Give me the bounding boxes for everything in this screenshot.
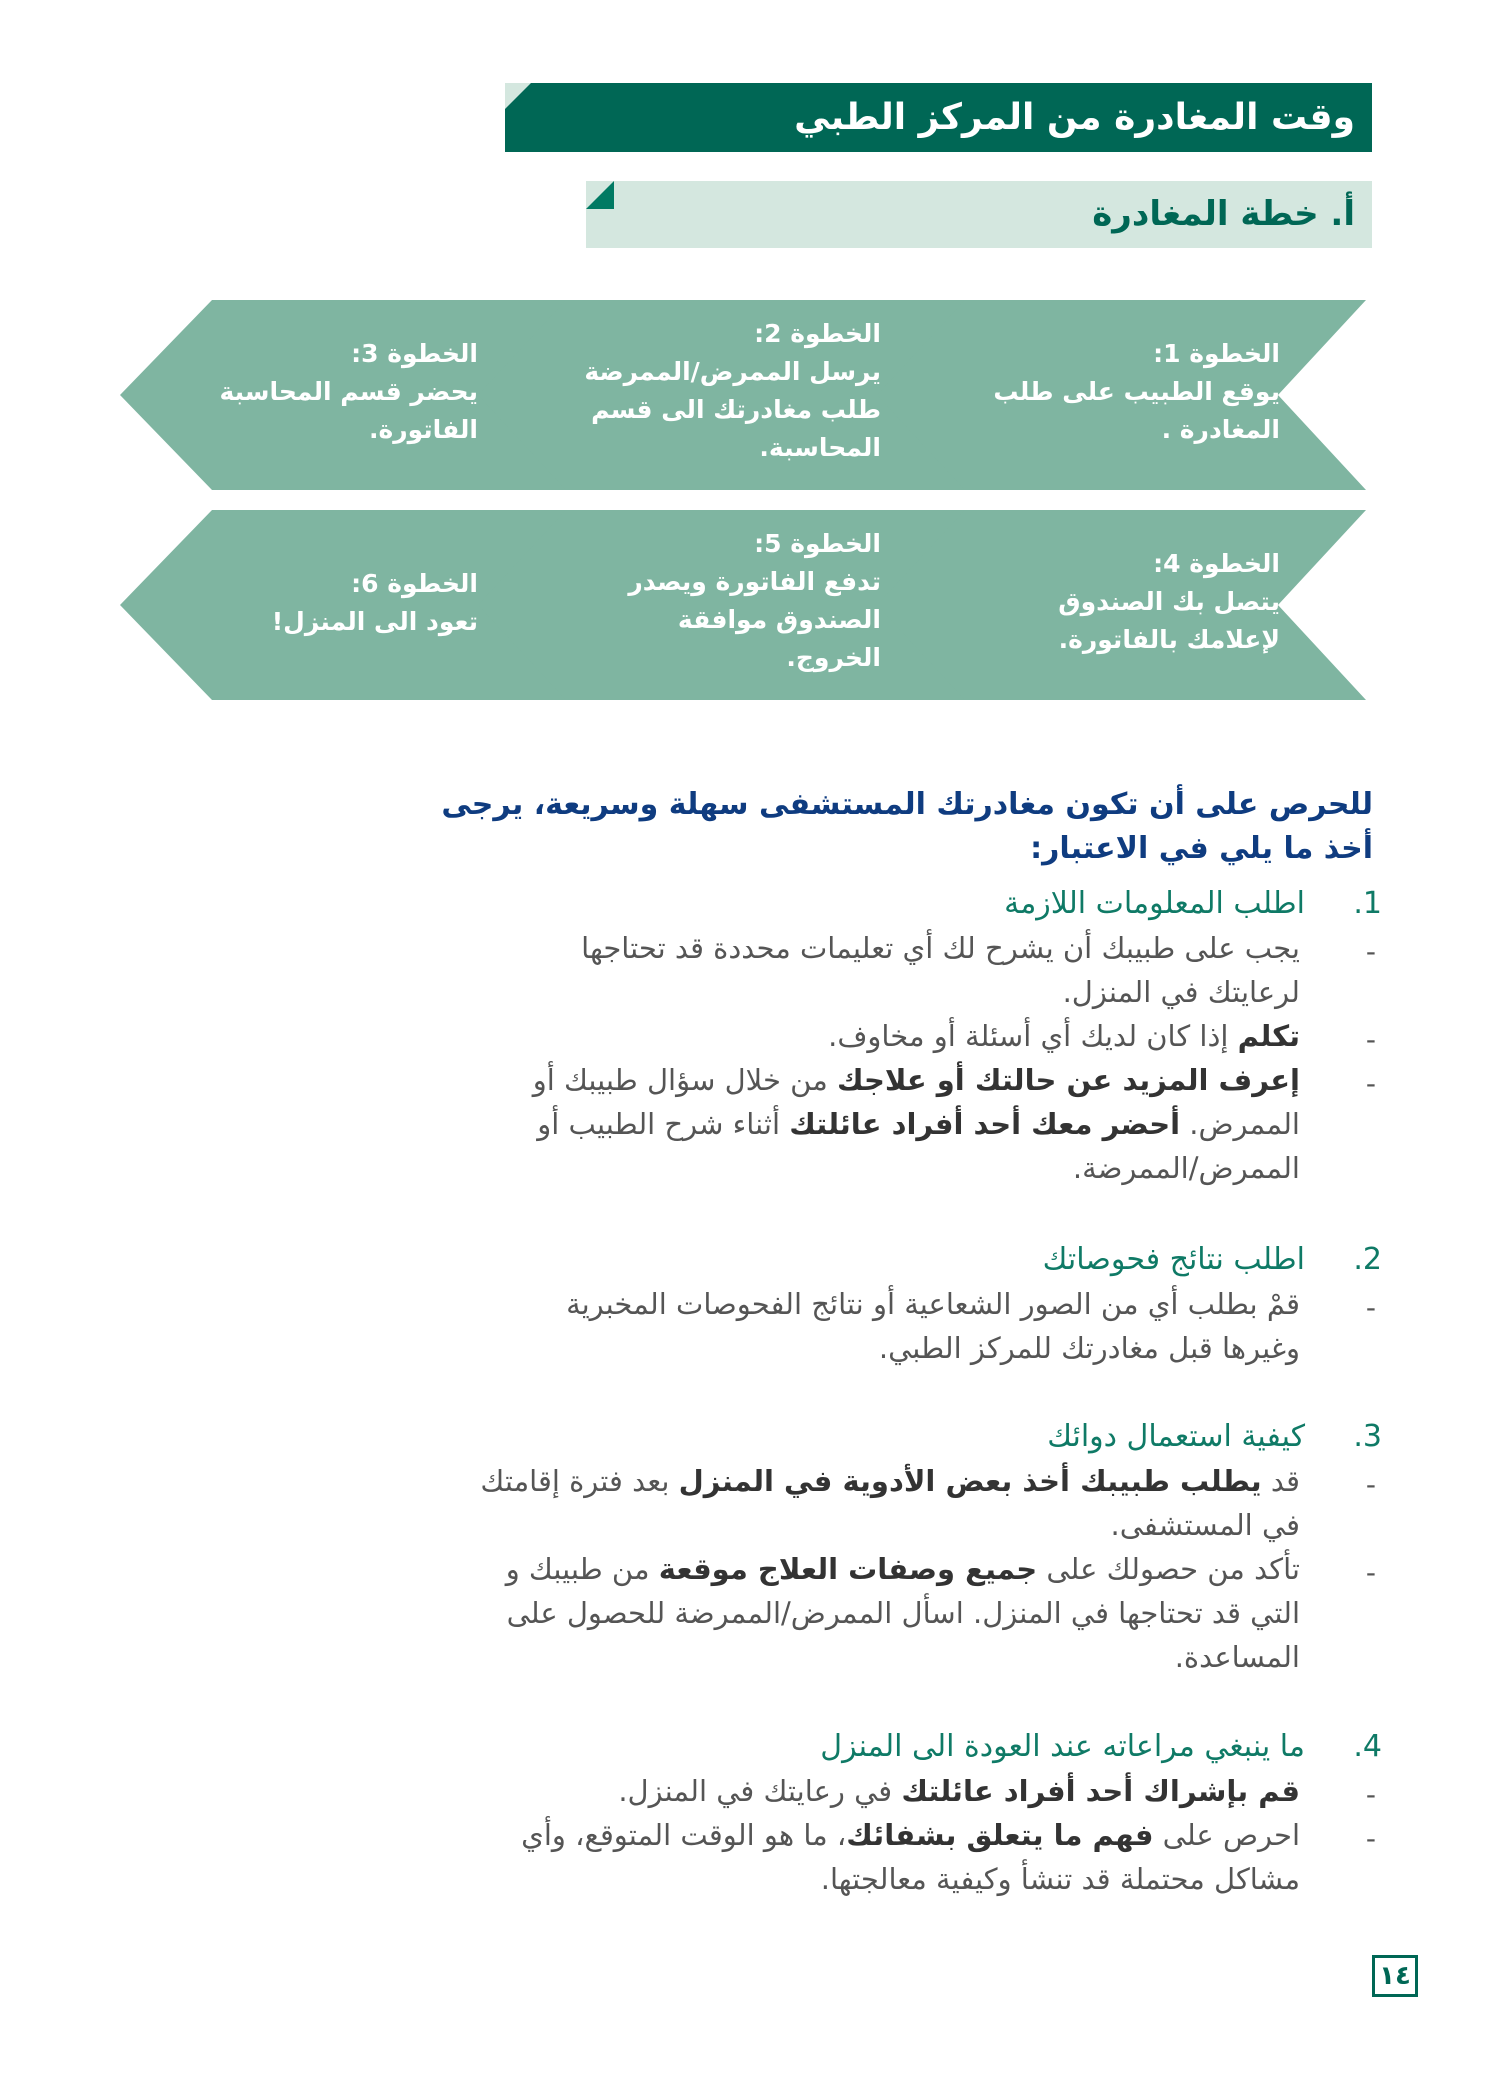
intro-line: أخذ ما يلي في الاعتبار: [1030, 831, 1373, 866]
body-text: في رعايتك في المنزل. [618, 1774, 902, 1808]
section-number: .4 [1353, 1729, 1382, 1764]
bullet-text-line [821, 1857, 1300, 1901]
body-text: احرص على [1153, 1818, 1300, 1852]
body-text: قد [1261, 1464, 1300, 1498]
step-6-line: تعود الى المنزل! [271, 607, 478, 636]
page-number: ١٤ [1372, 1955, 1418, 1997]
step-2-heading: الخطوة 2: [754, 319, 881, 348]
step-1-line: المغادرة . [1161, 415, 1280, 444]
bullet-dash: - [1365, 1023, 1376, 1056]
step-5-line: تدفع الفاتورة ويصدر [628, 567, 881, 596]
body-text: في المستشفى. [1110, 1508, 1300, 1542]
step-3-line: الفاتورة. [368, 415, 478, 444]
body-text: يجب على طبيبك أن يشرح لك أي تعليمات محددة قد تحتاجها [581, 931, 1300, 965]
bullet-dash: - [1365, 1067, 1376, 1100]
emphasis-text: فهم ما يتعلق بشفائك [846, 1818, 1154, 1852]
bullet-text-line [533, 1058, 1300, 1102]
body-text: التي قد تحتاجها في المنزل. اسأل الممرض/الممرضة للحصول على [506, 1596, 1300, 1630]
bullet-text-line [1073, 1146, 1300, 1190]
section-title: كيفية استعمال دوائك [1047, 1419, 1305, 1454]
section-number: .3 [1353, 1419, 1382, 1454]
bullet-dash: - [1365, 1291, 1376, 1324]
bullet-text-line [507, 1591, 1300, 1635]
step-3-line: يحضر قسم المحاسبة [219, 377, 478, 406]
body-text: مشاكل محتملة قد تنشأ وكيفية معالجتها. [820, 1862, 1300, 1896]
emphasis-text: أحضر معك أحد أفراد عائلتك [789, 1107, 1181, 1141]
step-5-heading: الخطوة 5: [754, 529, 881, 558]
page-title: وقت المغادرة من المركز الطبي [794, 97, 1355, 138]
body-text: المساعدة. [1174, 1640, 1300, 1674]
body-text: إذا كان لديك أي أسئلة أو مخاوف. [828, 1019, 1238, 1053]
step-3-heading: الخطوة 3: [351, 339, 478, 368]
intro-paragraph [373, 783, 1373, 871]
body-text: وغيرها قبل مغادرتك للمركز الطبي. [878, 1331, 1300, 1365]
section-title: اطلب نتائج فحوصاتك [1042, 1242, 1305, 1277]
body-text: الممرض/الممرضة. [1072, 1151, 1300, 1185]
body-text: لرعايتك في المنزل. [1062, 975, 1300, 1009]
bullet-text-line [618, 1769, 1300, 1813]
bullet-dash: - [1365, 1778, 1376, 1811]
body-text: ، ما هو الوقت المتوقع، وأي [521, 1818, 847, 1852]
intro-line: للحرص على أن تكون مغادرتك المستشفى سهلة وسريعة، يرجى [441, 787, 1373, 822]
bullet-text-line [581, 926, 1300, 970]
step-1-text [993, 335, 1280, 449]
emphasis-text: قم بإشراك أحد أفراد عائلتك [901, 1774, 1300, 1808]
step-2-text [584, 315, 881, 467]
bullet-text-line [521, 1813, 1300, 1857]
bullet-dash: - [1365, 1556, 1376, 1589]
section-number: .2 [1353, 1242, 1382, 1277]
section-number: .1 [1353, 886, 1382, 921]
emphasis-text: إعرف المزيد عن حالتك أو علاجك [836, 1063, 1300, 1097]
step-4-line: يتصل بك الصندوق [1058, 587, 1280, 616]
bullet-text-line [1175, 1635, 1300, 1679]
section-title: ما ينبغي مراعاته عند العودة الى المنزل [820, 1729, 1305, 1764]
body-text: من خلال سؤال طبيبك أو [532, 1063, 837, 1097]
body-text: بعد فترة إقامتك [480, 1464, 679, 1498]
step-6-text [272, 565, 478, 641]
bullet-text-line [480, 1459, 1300, 1503]
body-text: قمْ بطلب أي من الصور الشعاعية أو نتائج الفحوصات المخبرية [566, 1287, 1300, 1321]
step-2-line: المحاسبة. [759, 433, 881, 462]
body-text: تأكد من حصولك على [1037, 1552, 1300, 1586]
step-3-text [220, 335, 478, 449]
emphasis-text: جميع وصفات العلاج موقعة [658, 1552, 1038, 1586]
bullet-text-line [1111, 1503, 1300, 1547]
bullet-text-line [506, 1547, 1300, 1591]
bullet-text-line [879, 1326, 1300, 1370]
emphasis-text: تكلم [1237, 1019, 1300, 1053]
body-text: الممرض. [1180, 1107, 1300, 1141]
step-6-heading: الخطوة 6: [351, 569, 478, 598]
emphasis-text: يطلب طبيبك أخذ بعض الأدوية في المنزل [678, 1464, 1262, 1498]
bullet-dash: - [1365, 1822, 1376, 1855]
step-4-heading: الخطوة 4: [1153, 549, 1280, 578]
step-5-text [628, 525, 881, 677]
body-text: أثناء شرح الطبيب أو [537, 1107, 790, 1141]
section-subtitle: أ. خطة المغادرة [1092, 194, 1355, 234]
step-2-line: طلب مغادرتك الى قسم [591, 395, 881, 424]
bullet-dash: - [1365, 1468, 1376, 1501]
step-4-line: لإعلامك بالفاتورة. [1058, 625, 1280, 654]
section-title: اطلب المعلومات اللازمة [1004, 886, 1305, 921]
step-1-line: يوقع الطبيب على طلب [993, 377, 1280, 406]
body-text: من طبيبك و [505, 1552, 659, 1586]
bullet-dash: - [1365, 935, 1376, 968]
step-5-line: الخروج. [786, 643, 881, 672]
step-5-line: الصندوق موافقة [677, 605, 881, 634]
bullet-text-line [828, 1014, 1300, 1058]
bullet-text-line [566, 1282, 1300, 1326]
step-4-text [1058, 545, 1280, 659]
bullet-text-line [1063, 970, 1300, 1014]
bullet-text-line [537, 1102, 1300, 1146]
step-2-line: يرسل الممرض/الممرضة [584, 357, 881, 386]
step-1-heading: الخطوة 1: [1153, 339, 1280, 368]
